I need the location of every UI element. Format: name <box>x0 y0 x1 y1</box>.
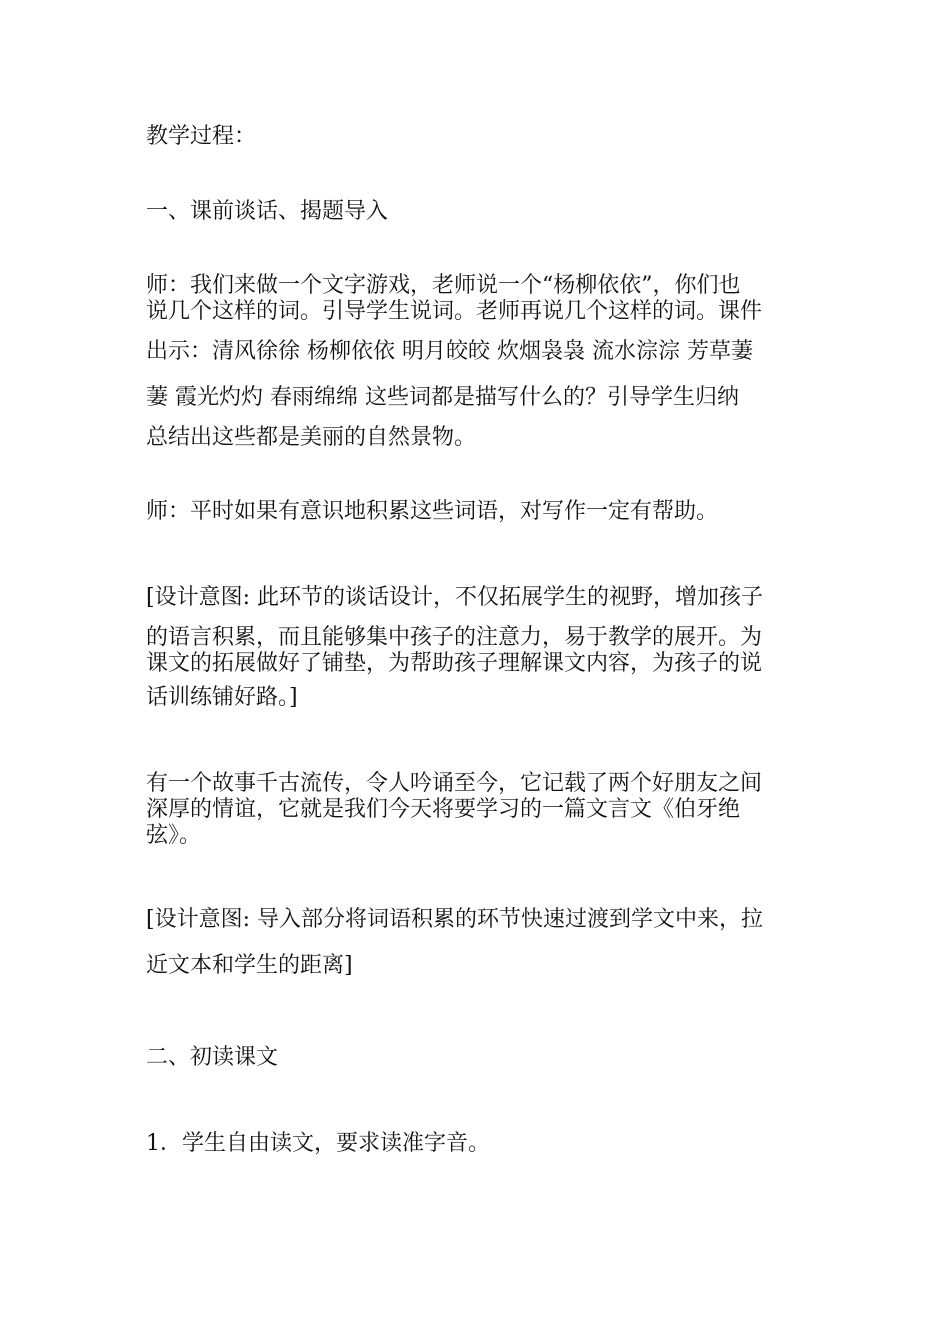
paragraph-line: 萋 霞光灼灼 春雨绵绵 这些词都是描写什么的？引导学生归纳 <box>146 385 739 410</box>
paragraph-line: 师：我们来做一个文字游戏，老师说一个“杨柳依依”，你们也 <box>146 273 741 298</box>
paragraph-line: 深厚的情谊，它就是我们今天将要学习的一篇文言文《伯牙绝 <box>146 797 741 822</box>
section-title: 二、初读课文 <box>146 1045 279 1070</box>
paragraph-line: 总结出这些都是美丽的自然景物。 <box>146 425 477 450</box>
paragraph-line: 师：平时如果有意识地积累这些词语，对写作一定有帮助。 <box>146 499 719 524</box>
paragraph-line: 弦》。 <box>146 823 202 848</box>
design-note-line: 话训练铺好路。] <box>146 685 298 710</box>
paragraph-line: 说几个这样的词。引导学生说词。老师再说几个这样的词。课件 <box>146 299 763 324</box>
design-note-line: [设计意图: 导入部分将词语积累的环节快速过渡到学文中来，拉 <box>146 907 763 932</box>
design-note-line: 的语言积累，而且能够集中孩子的注意力，易于教学的展开。为 <box>146 625 763 650</box>
step-item: 1．学生自由读文，要求读准字音。 <box>146 1131 490 1156</box>
heading: 教学过程： <box>146 124 257 149</box>
design-note-line: 近文本和学生的距离] <box>146 953 353 978</box>
paragraph-line: 有一个故事千古流传，令人吟诵至今，它记载了两个好朋友之间 <box>146 771 763 796</box>
section-title: 一、课前谈话、揭题导入 <box>146 199 389 224</box>
paragraph-line: 出示：清风徐徐 杨柳依依 明月皎皎 炊烟袅袅 流水淙淙 芳草萋 <box>146 339 753 364</box>
design-note-line: 课文的拓展做好了铺垫，为帮助孩子理解课文内容，为孩子的说 <box>146 651 763 676</box>
design-note-line: [设计意图: 此环节的谈话设计，不仅拓展学生的视野，增加孩子 <box>146 585 763 610</box>
